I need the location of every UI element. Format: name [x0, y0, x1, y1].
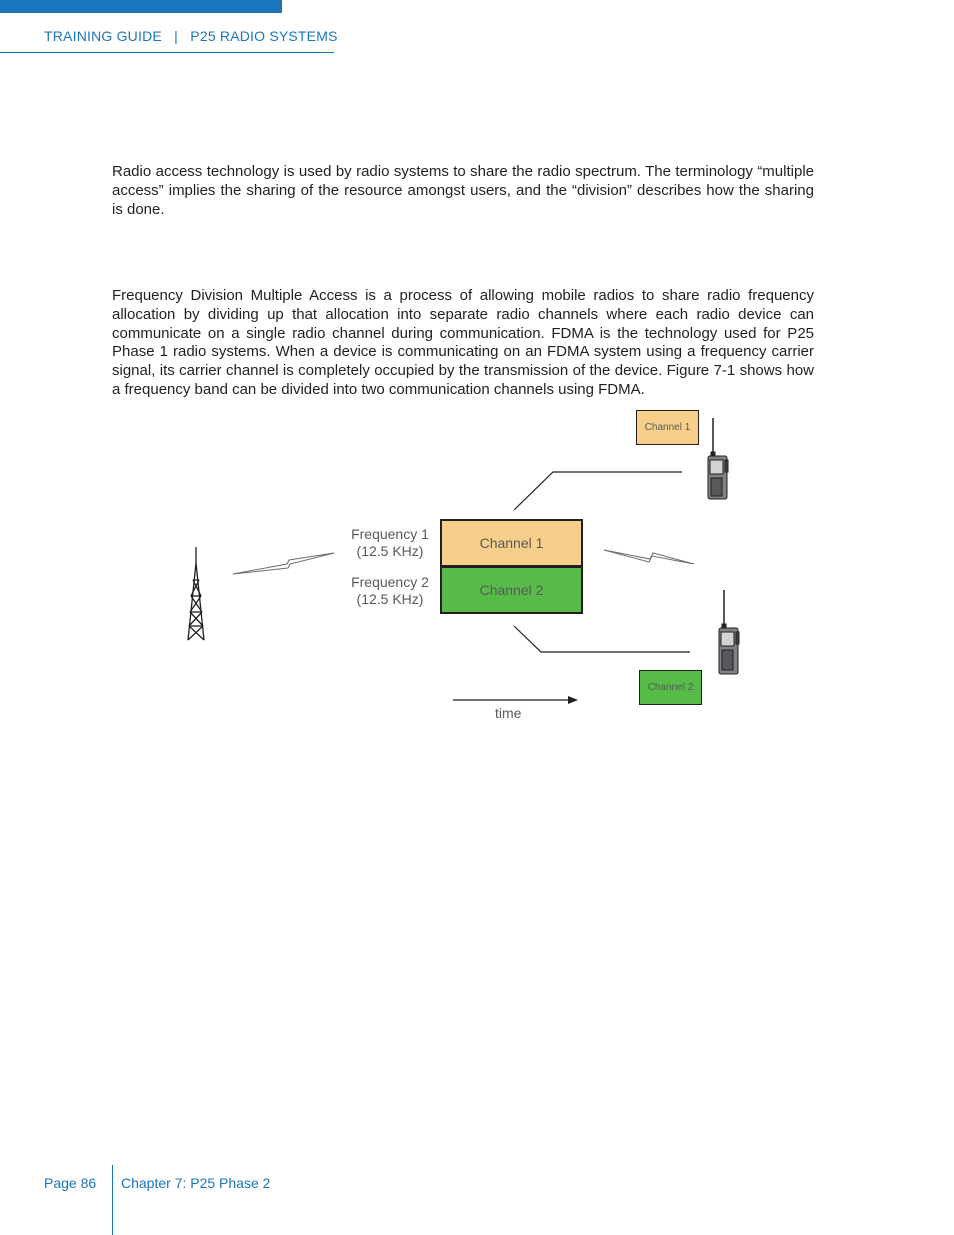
footer-page-number: Page 86: [44, 1175, 97, 1191]
frequency-2-label: [335, 574, 445, 608]
channel-2-block: Channel 2: [440, 566, 583, 614]
paragraph-radio-access: Radio access technology is used by radio systems to share the radio spectrum. The terminology “multiple access” implies the sharing of the resource amongst users, and the “division” describes how the sharing is done.: [112, 163, 814, 218]
time-arrow-icon: [453, 696, 578, 704]
channel-1-tag: Channel 1: [636, 410, 699, 445]
lightning-signal-icon: [604, 550, 694, 564]
running-header: TRAINING GUIDE | P25 RADIO SYSTEMS: [44, 28, 338, 44]
header-rule: [0, 52, 334, 53]
lightning-signal-icon: [233, 553, 334, 574]
frequency-1-label: [335, 526, 445, 560]
radio-tower-icon: [188, 547, 204, 640]
paragraph-fdma: Frequency Division Multiple Access is a process of allowing mobile radios to share radio frequency allocation by dividing up that allocation into separate radio channels where each radio device can communicate on a single radio channel during communication. FDMA is the technology used for P25 Phase 1 radio systems. When a device is communicating on an FDMA system using a frequency carrier signal, its carrier channel is completely occupied by the transmission of the device. Figure 7-1 shows how a frequency band can be divided into two communication channels using FDMA.: [112, 287, 814, 398]
frequency-2-name: Frequency 2: [351, 574, 429, 590]
time-label: time: [495, 705, 522, 721]
connector-line-channel-1: [514, 472, 682, 510]
fdma-figure: [0, 400, 954, 740]
frequency-1-name: Frequency 1: [351, 526, 429, 542]
footer-divider: [112, 1165, 113, 1235]
channel-1-block: Channel 1: [440, 519, 583, 567]
connector-line-channel-2: [514, 626, 690, 652]
channel-2-tag: Channel 2: [639, 670, 702, 705]
frequency-1-bandwidth: (12.5 KHz): [356, 543, 424, 559]
frequency-2-bandwidth: (12.5 KHz): [356, 591, 424, 607]
handheld-radio-icon: [719, 590, 739, 674]
handheld-radio-icon: [708, 418, 728, 499]
header-accent-bar: [0, 0, 282, 13]
footer-chapter: Chapter 7: P25 Phase 2: [121, 1175, 271, 1191]
